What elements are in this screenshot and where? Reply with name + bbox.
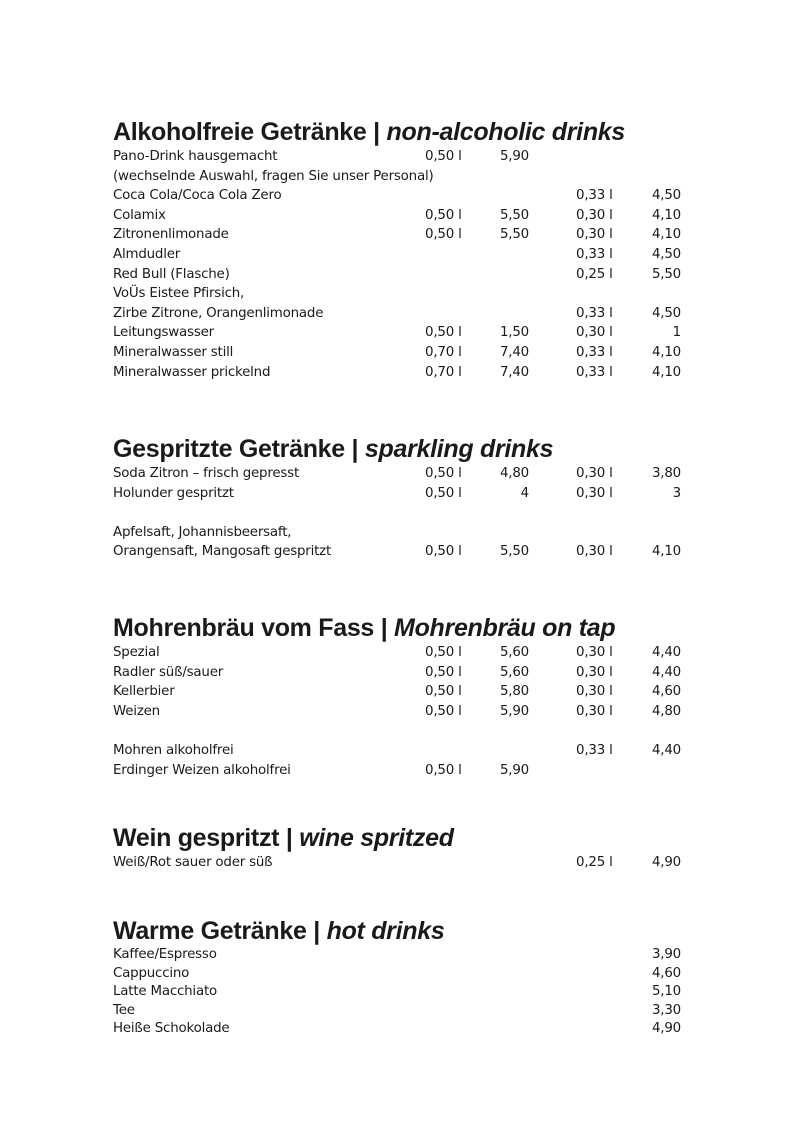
volume-large: 0,50 l	[425, 544, 462, 560]
heading-german: Warme Getränke	[113, 917, 307, 945]
price-large: 5,50	[499, 544, 529, 560]
volume-small: 0,30 l	[576, 684, 613, 700]
menu-item-row	[113, 1020, 693, 1039]
price-small: 5,10	[651, 984, 681, 1000]
price-small: 4,40	[651, 645, 681, 660]
price-small: 4,80	[651, 703, 681, 719]
menu-spacer	[113, 721, 693, 741]
heading-english: hot drinks	[326, 917, 445, 945]
item-name: Leitungswasser	[113, 325, 214, 341]
price-small: 4,90	[651, 855, 681, 870]
item-name: Colamix	[113, 207, 166, 223]
item-name: Weizen	[113, 703, 160, 719]
section-heading	[113, 916, 693, 946]
section-non-alcoholic	[113, 117, 693, 382]
price-small: 1	[672, 325, 681, 341]
item-name: Weiß/Rot sauer oder süß	[113, 855, 273, 870]
menu-list	[113, 464, 693, 562]
item-name: Coca Cola/Coca Cola Zero	[113, 188, 282, 204]
volume-small: 0,30 l	[576, 207, 613, 223]
item-name: Red Bull (Flasche)	[113, 266, 230, 282]
volume-small: 0,25 l	[576, 266, 613, 282]
volume-small: 0,33 l	[576, 742, 613, 758]
item-name: Heiße Schokolade	[113, 1021, 230, 1037]
volume-large: 0,50 l	[425, 762, 462, 778]
item-name: Cappuccino	[113, 965, 190, 981]
menu-item-row	[113, 643, 693, 663]
menu-item-row	[113, 206, 693, 226]
volume-large: 0,50 l	[425, 466, 462, 481]
price-large: 7,40	[499, 344, 529, 360]
item-name: Apfelsaft, Johannisbeersaft,	[113, 524, 292, 540]
heading-separator: |	[380, 614, 388, 642]
volume-small: 0,30 l	[576, 664, 613, 680]
price-large: 5,50	[499, 207, 529, 223]
volume-small: 0,30 l	[576, 325, 613, 341]
menu-item-row	[113, 741, 693, 761]
price-small: 4,10	[651, 544, 681, 560]
price-large: 5,90	[499, 762, 529, 778]
volume-small: 0,25 l	[576, 855, 613, 870]
price-small: 3,30	[651, 1002, 681, 1018]
item-name: Mohren alkoholfrei	[113, 742, 234, 758]
menu-item-row	[113, 363, 693, 383]
heading-separator: |	[373, 118, 380, 146]
volume-large: 0,50 l	[425, 227, 462, 243]
item-name: Orangensaft, Mangosaft gespritzt	[113, 544, 332, 560]
item-name: (wechselnde Auswahl, fragen Sie unser Personal)	[113, 168, 434, 184]
menu-item-row	[113, 1002, 693, 1021]
item-name: Almdudler	[113, 246, 181, 262]
volume-large: 0,70 l	[425, 364, 462, 380]
price-small: 4,90	[651, 1021, 681, 1037]
menu-item-row	[113, 186, 693, 206]
section-wine-spritzed	[113, 823, 693, 873]
menu-item-row	[113, 761, 693, 781]
item-name: Holunder gespritzt	[113, 485, 234, 501]
menu-item-row	[113, 484, 693, 504]
volume-large: 0,50 l	[425, 149, 462, 164]
price-large: 5,90	[499, 703, 529, 719]
menu-item-row	[113, 265, 693, 285]
menu-item-row	[113, 343, 693, 363]
volume-small: 0,30 l	[576, 544, 613, 560]
price-small: 4,50	[651, 188, 681, 204]
heading-german: Wein gespritzt	[113, 824, 280, 852]
price-large: 5,80	[499, 684, 529, 700]
price-small: 4,50	[651, 246, 681, 262]
price-small: 4,10	[651, 227, 681, 243]
menu-spacer	[113, 503, 693, 523]
price-small: 4,60	[651, 965, 681, 981]
item-name: VoÜs Eistee Pfirsich,	[113, 286, 245, 302]
price-large: 5,50	[499, 227, 529, 243]
menu-item-row	[113, 464, 693, 484]
menu-item-row	[113, 702, 693, 722]
menu-item-row	[113, 245, 693, 265]
price-large: 4	[520, 485, 529, 501]
item-name: Tee	[113, 1002, 135, 1018]
price-large: 4,80	[499, 466, 529, 481]
menu-item-row	[113, 147, 693, 167]
heading-english: Mohrenbräu on tap	[394, 614, 616, 642]
menu-list	[113, 946, 693, 1039]
menu-item-row	[113, 523, 693, 543]
price-small: 3	[672, 485, 681, 501]
menu-item-row	[113, 225, 693, 245]
heading-english: wine spritzed	[299, 824, 454, 852]
price-small: 3,80	[651, 466, 681, 481]
price-small: 4,10	[651, 344, 681, 360]
item-name: Kellerbier	[113, 684, 175, 700]
heading-german: Gespritzte Getränke	[113, 435, 345, 463]
volume-small: 0,30 l	[576, 703, 613, 719]
item-name: Mineralwasser prickelnd	[113, 364, 271, 380]
volume-small: 0,30 l	[576, 227, 613, 243]
section-heading	[113, 434, 693, 464]
item-name: Latte Macchiato	[113, 984, 218, 1000]
item-name: Zirbe Zitrone, Orangenlimonade	[113, 305, 324, 321]
menu-item-row	[113, 946, 693, 965]
volume-small: 0,33 l	[576, 305, 613, 321]
item-name: Radler süß/sauer	[113, 664, 224, 680]
menu-item-row	[113, 663, 693, 683]
price-large: 5,90	[499, 149, 529, 164]
item-name: Pano-Drink hausgemacht	[113, 149, 278, 164]
price-large: 7,40	[499, 364, 529, 380]
item-name: Kaffee/Espresso	[113, 947, 217, 962]
menu-item-row	[113, 304, 693, 324]
section-hot-drinks	[113, 916, 693, 1039]
section-heading	[113, 613, 693, 643]
heading-german: Alkoholfreie Getränke	[113, 118, 367, 146]
volume-large: 0,50 l	[425, 485, 462, 501]
section-sparkling	[113, 434, 693, 562]
volume-small: 0,33 l	[576, 188, 613, 204]
price-large: 5,60	[499, 645, 529, 660]
price-small: 4,50	[651, 305, 681, 321]
section-heading	[113, 117, 693, 147]
menu-item-row	[113, 682, 693, 702]
volume-small: 0,30 l	[576, 466, 613, 481]
menu-list	[113, 853, 693, 873]
section-beer-on-tap	[113, 613, 693, 780]
volume-large: 0,50 l	[425, 207, 462, 223]
heading-english: non-alcoholic drinks	[386, 118, 626, 146]
volume-small: 0,30 l	[576, 645, 613, 660]
item-name: Erdinger Weizen alkoholfrei	[113, 762, 291, 778]
menu-list	[113, 643, 693, 780]
menu-item-row	[113, 167, 693, 187]
price-small: 4,10	[651, 364, 681, 380]
volume-large: 0,70 l	[425, 344, 462, 360]
heading-separator: |	[351, 435, 359, 463]
item-name: Zitronenlimonade	[113, 227, 229, 243]
item-name: Mineralwasser still	[113, 344, 234, 360]
volume-large: 0,50 l	[425, 684, 462, 700]
item-name: Spezial	[113, 645, 160, 660]
menu-item-row	[113, 542, 693, 562]
price-small: 4,40	[651, 664, 681, 680]
section-heading	[113, 823, 693, 853]
volume-large: 0,50 l	[425, 664, 462, 680]
volume-small: 0,33 l	[576, 246, 613, 262]
heading-german: Mohrenbräu vom Fass	[113, 614, 375, 642]
price-small: 4,60	[651, 684, 681, 700]
price-small: 4,10	[651, 207, 681, 223]
heading-separator: |	[313, 917, 320, 945]
price-large: 5,60	[499, 664, 529, 680]
volume-large: 0,50 l	[425, 645, 462, 660]
volume-large: 0,50 l	[425, 325, 462, 341]
volume-small: 0,33 l	[576, 364, 613, 380]
volume-small: 0,30 l	[576, 485, 613, 501]
price-small: 3,90	[651, 947, 681, 962]
price-small: 5,50	[651, 266, 681, 282]
menu-item-row	[113, 853, 693, 873]
volume-large: 0,50 l	[425, 703, 462, 719]
menu-item-row	[113, 983, 693, 1002]
heading-english: sparkling drinks	[364, 435, 554, 463]
menu-item-row	[113, 284, 693, 304]
item-name: Soda Zitron – frisch gepresst	[113, 466, 300, 481]
price-large: 1,50	[499, 325, 529, 341]
volume-small: 0,33 l	[576, 344, 613, 360]
heading-separator: |	[285, 824, 293, 852]
menu-item-row	[113, 965, 693, 984]
menu-item-row	[113, 323, 693, 343]
menu-list	[113, 147, 693, 382]
price-small: 4,40	[651, 742, 681, 758]
